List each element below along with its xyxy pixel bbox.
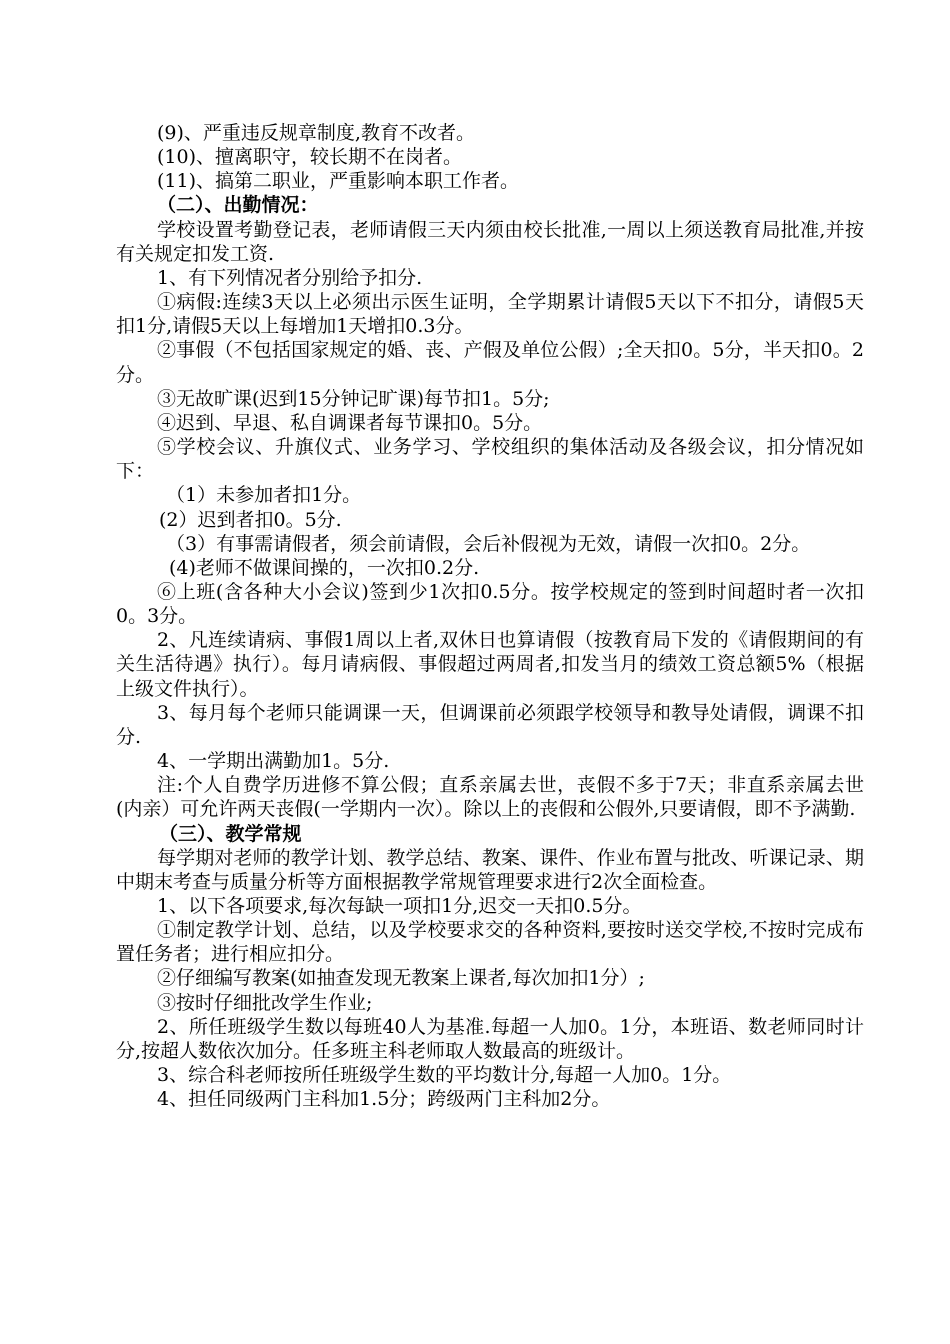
paragraph-meeting-4: (4)老师不做课间操的，一次扣0.2分. — [169, 556, 480, 579]
paragraph-rule-10: (10)、擅离职守，较长期不在岗者。 — [157, 146, 463, 169]
paragraph-meeting-3: （3）有事需请假者，须会前请假，会后补假视为无效，请假一次扣0。2分。 — [166, 532, 811, 555]
paragraph-homework: ③按时仔细批改学生作业; — [157, 991, 373, 1014]
paragraph-attendance-1: 1、有下列情况者分别给予扣分. — [157, 266, 423, 289]
paragraph-meeting-2: (2）迟到者扣0。5分. — [159, 508, 342, 531]
paragraph-teaching-4: 4、担任同级两门主科加1.5分；跨级两门主科加2分。 — [157, 1088, 611, 1111]
paragraph-note: 注:个人自费学历进修不算公假；直系亲属去世，丧假不多于7天；非直系亲属去世(内亲）可允许两天丧假(一学期内一次）。除以上的丧假和公假外,只要请假，即不予满勤. — [116, 774, 864, 821]
paragraph-late: ④迟到、早退、私自调课者每节课扣0。5分。 — [157, 411, 543, 434]
paragraph-attendance-2: 2、凡连续请病、事假1周以上者,双休日也算请假（按教育局下发的《请假期间的有关生活待遇》执行）。每月请病假、事假超过两周者,扣发当月的绩效工资总额5%（根据上级文件执行）。 — [116, 629, 864, 700]
paragraph-attendance-3: 3、每月每个老师只能调课一天，但调课前必须跟学校领导和教导处请假，调课不扣分. — [116, 701, 864, 748]
paragraph-sick-leave: ①病假:连续3天以上必须出示医生证明，全学期累计请假5天以下不扣分，请假5天扣1分,请假5天以上每增加1天增扣0.3分。 — [116, 291, 864, 338]
paragraph-teaching-2: 2、所任班级学生数以每班40人为基准.每超一人加0。1分，本班语、数老师同时计分,按超人数依次加分。任多班主科老师取人数最高的班级计。 — [116, 1015, 864, 1062]
paragraph-teaching-3: 3、综合科老师按所任班级学生数的平均数计分,每超一人加0。1分。 — [157, 1064, 732, 1087]
paragraph-lesson-plan: ②仔细编写教案(如抽查发现无教案上课者,每次加扣1分）; — [157, 967, 645, 990]
section-heading-attendance: （二）、出勤情况： — [157, 194, 319, 217]
paragraph-attendance-4: 4、一学期出满勤加1。5分. — [157, 750, 390, 773]
paragraph-rule-9: (9)、严重违反规章制度,教育不改者。 — [157, 122, 475, 144]
paragraph-teaching-plan: ①制定教学计划、总结，以及学校要求交的各种资料,要按时送交学校,不按时完成布置任务者；进行相应扣分。 — [116, 919, 864, 966]
paragraph-attendance-intro: 学校设置考勤登记表，老师请假三天内须由校长批准,一周以上须送教育局批准,并按有关规定扣发工资. — [116, 218, 864, 265]
paragraph-absence: ③无故旷课(迟到15分钟记旷课)每节扣1。5分; — [157, 387, 550, 410]
paragraph-meeting-1: （1）未参加者扣1分。 — [166, 484, 362, 507]
paragraph-teaching-1: 1、以下各项要求,每次每缺一项扣1分,迟交一天扣0.5分。 — [157, 895, 642, 917]
document-page — [116, 121, 864, 1111]
section-heading-teaching: （三）、教学常规 — [159, 822, 302, 845]
paragraph-sign-in: ⑥上班(含各种大小会议)签到少1次扣0.5分。按学校规定的签到时间超时者一次扣0。3分。 — [116, 580, 864, 628]
paragraph-teaching-intro: 每学期对老师的教学计划、教学总结、教案、课件、作业布置与批改、听课记录、期中期末考查与质量分析等方面根据教学常规管理要求进行2次全面检查。 — [116, 846, 864, 893]
paragraph-personal-leave: ②事假（不包括国家规定的婚、丧、产假及单位公假）;全天扣0。5分，半天扣0。2分。 — [116, 339, 864, 386]
paragraph-meetings: ⑤学校会议、升旗仪式、业务学习、学校组织的集体活动及各级会议，扣分情况如下： — [116, 436, 864, 483]
paragraph-rule-11: (11)、搞第二职业，严重影响本职工作者。 — [157, 170, 520, 193]
